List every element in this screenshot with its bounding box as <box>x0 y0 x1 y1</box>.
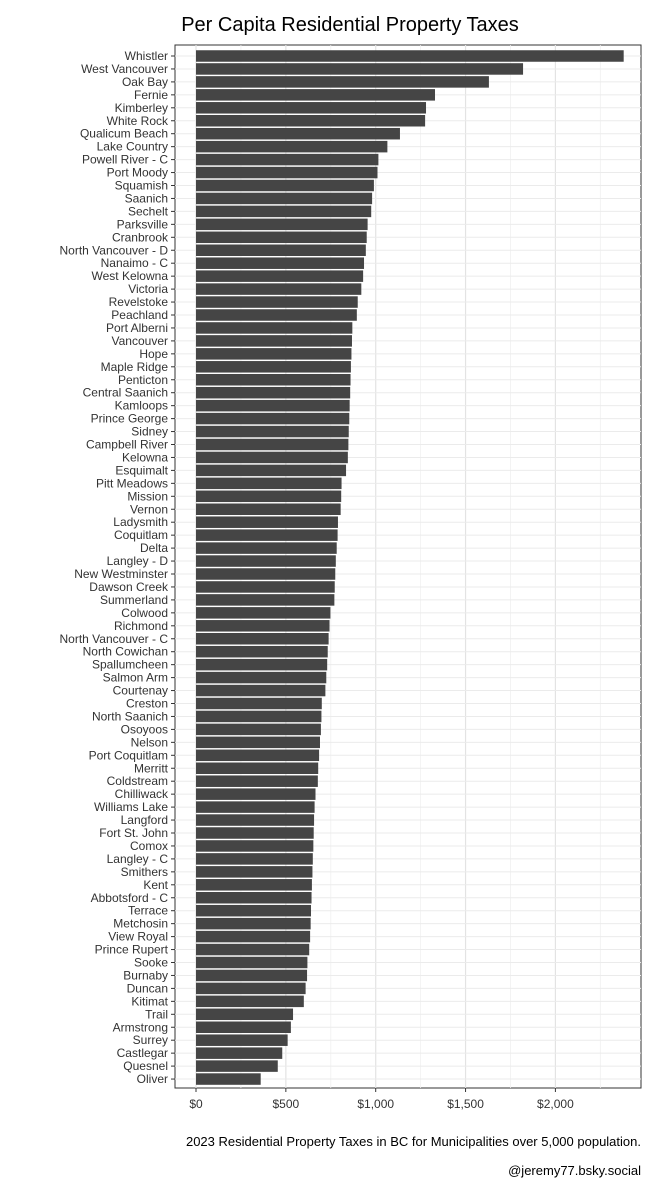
bar-72 <box>196 983 306 995</box>
category-label: Merritt <box>134 761 168 776</box>
bar-30 <box>196 439 348 451</box>
bar-60 <box>196 827 314 839</box>
category-label: Sechelt <box>127 204 168 219</box>
bar-0 <box>196 50 624 62</box>
bar-48 <box>196 672 326 684</box>
category-label: Quesnel <box>123 1059 168 1074</box>
category-label: West Kelowna <box>91 269 168 284</box>
bar-50 <box>196 698 322 710</box>
bar-47 <box>196 659 327 671</box>
category-label: Courtenay <box>112 683 168 698</box>
category-label: Kimberley <box>114 100 168 115</box>
bar-51 <box>196 711 321 723</box>
category-label: Williams Lake <box>93 800 168 815</box>
bar-26 <box>196 387 350 399</box>
bar-46 <box>196 646 328 658</box>
bar-43 <box>196 607 330 619</box>
category-label: Colwood <box>121 605 168 620</box>
bar-5 <box>196 115 425 127</box>
category-label: Surrey <box>132 1033 168 1048</box>
category-label: White Rock <box>106 113 168 128</box>
bar-73 <box>196 996 304 1008</box>
category-label: Oliver <box>136 1072 168 1087</box>
bar-40 <box>196 568 335 580</box>
category-label: Kelowna <box>121 450 168 465</box>
bar-62 <box>196 853 313 865</box>
bar-64 <box>196 879 312 891</box>
category-label: North Cowichan <box>82 644 168 659</box>
bar-33 <box>196 478 342 490</box>
bar-10 <box>196 180 374 192</box>
bar-29 <box>196 426 349 438</box>
category-label: Comox <box>129 838 168 853</box>
category-label: Terrace <box>127 903 168 918</box>
bar-41 <box>196 581 335 593</box>
category-label: Coldstream <box>106 774 168 789</box>
category-label: Parksville <box>116 217 168 232</box>
bar-53 <box>196 737 320 749</box>
category-label: West Vancouver <box>81 61 168 76</box>
category-label: Abbotsford - C <box>90 890 168 905</box>
bar-66 <box>196 905 311 917</box>
category-label: Osoyoos <box>120 722 168 737</box>
category-label: Metchosin <box>113 916 168 931</box>
bar-74 <box>196 1009 293 1021</box>
bar-18 <box>196 283 361 295</box>
category-label: Smithers <box>120 864 168 879</box>
category-label: Summerland <box>99 592 168 607</box>
bar-16 <box>196 257 364 269</box>
bar-58 <box>196 801 315 813</box>
category-label: Dawson Creek <box>89 579 168 594</box>
bar-25 <box>196 374 351 386</box>
bar-67 <box>196 918 311 930</box>
chart-caption: 2023 Residential Property Taxes in BC for Municipalities over 5,000 population. <box>185 1134 641 1149</box>
bar-7 <box>196 141 387 153</box>
category-label: Castlegar <box>116 1046 168 1061</box>
bar-78 <box>196 1060 278 1072</box>
bar-11 <box>196 193 372 205</box>
bar-71 <box>196 970 307 982</box>
category-label: Central Saanich <box>82 385 168 400</box>
category-label: Fort St. John <box>99 826 168 840</box>
category-label: Port Coquitlam <box>88 748 168 763</box>
bar-45 <box>196 633 329 645</box>
category-label: Sooke <box>133 955 168 970</box>
category-label: Creston <box>125 696 168 711</box>
chart-credit: @jeremy77.bsky.social <box>508 1163 641 1178</box>
bar-34 <box>196 491 341 503</box>
category-label: Oak Bay <box>121 74 168 89</box>
bar-69 <box>196 944 309 956</box>
category-label: Saanich <box>124 191 168 206</box>
bar-63 <box>196 866 312 878</box>
category-label: Langford <box>120 813 168 828</box>
bar-31 <box>196 452 348 464</box>
bar-2 <box>196 76 489 88</box>
category-label: Victoria <box>128 282 168 297</box>
category-label: Esquimalt <box>115 463 168 478</box>
bar-59 <box>196 814 314 826</box>
bar-21 <box>196 322 352 334</box>
bar-4 <box>196 102 426 114</box>
category-label: Revelstoke <box>108 295 168 310</box>
category-label: Duncan <box>126 981 168 996</box>
category-label: Richmond <box>113 618 168 633</box>
x-tick-label: $500 <box>272 1097 300 1111</box>
category-label: Lake Country <box>96 139 168 154</box>
category-label: Kamloops <box>114 398 168 413</box>
bar-24 <box>196 361 351 373</box>
category-label: Nanaimo - C <box>100 256 168 271</box>
bar-12 <box>196 206 371 218</box>
bar-14 <box>196 232 367 244</box>
bar-28 <box>196 413 349 425</box>
category-label: Salmon Arm <box>102 670 168 685</box>
x-tick-label: $2,000 <box>537 1097 574 1111</box>
bar-9 <box>196 167 377 179</box>
bar-37 <box>196 529 338 541</box>
bar-36 <box>196 516 338 528</box>
category-label: Trail <box>145 1007 168 1022</box>
category-label: Prince George <box>90 411 168 426</box>
bar-42 <box>196 594 334 606</box>
x-axis <box>189 1088 574 1111</box>
category-label: Nelson <box>130 735 168 750</box>
category-labels <box>60 49 176 1086</box>
category-label: North Vancouver - D <box>59 243 168 258</box>
bar-23 <box>196 348 351 360</box>
category-label: Kent <box>143 877 168 892</box>
category-label: North Saanich <box>91 709 168 724</box>
category-label: Pitt Meadows <box>95 476 168 491</box>
category-label: Spallumcheen <box>91 657 168 672</box>
category-label: Fernie <box>133 87 168 102</box>
category-label: Chilliwack <box>114 787 168 802</box>
category-label: Peachland <box>111 308 168 322</box>
bar-70 <box>196 957 307 969</box>
category-label: Campbell River <box>85 437 168 452</box>
bar-1 <box>196 63 523 74</box>
category-label: Squamish <box>114 178 168 193</box>
bar-32 <box>196 465 346 477</box>
category-label: North Vancouver - C <box>59 631 168 646</box>
category-label: Maple Ridge <box>100 359 168 374</box>
category-label: Langley - C <box>106 851 168 866</box>
bar-54 <box>196 750 319 762</box>
category-label: Vernon <box>129 502 168 517</box>
category-label: Qualicum Beach <box>79 126 168 141</box>
bar-6 <box>196 128 400 140</box>
bar-65 <box>196 892 312 904</box>
bar-77 <box>196 1047 282 1059</box>
bar-39 <box>196 555 336 567</box>
category-label: Cranbrook <box>111 230 168 245</box>
bar-75 <box>196 1022 291 1034</box>
bar-79 <box>196 1073 261 1085</box>
bar-8 <box>196 154 378 166</box>
bar-52 <box>196 724 321 736</box>
bar-55 <box>196 763 318 775</box>
bar-56 <box>196 775 318 787</box>
category-label: Coquitlam <box>113 528 168 543</box>
bar-13 <box>196 219 368 231</box>
category-label: Burnaby <box>123 968 168 983</box>
bar-3 <box>196 89 435 101</box>
category-label: Ladysmith <box>113 515 168 530</box>
category-label: Mission <box>127 489 168 504</box>
bar-20 <box>196 309 357 321</box>
category-label: New Westminster <box>74 567 168 581</box>
bar-27 <box>196 400 350 412</box>
bar-17 <box>196 270 363 282</box>
category-label: Langley - D <box>106 554 168 569</box>
category-label: Armstrong <box>112 1020 168 1035</box>
bar-38 <box>196 542 337 554</box>
bar-22 <box>196 335 352 347</box>
bar-44 <box>196 620 330 632</box>
category-label: View Royal <box>108 929 168 944</box>
x-tick-label: $1,500 <box>447 1097 484 1111</box>
bar-49 <box>196 685 325 697</box>
bar-61 <box>196 840 313 852</box>
chart-title: Per Capita Residential Property Taxes <box>181 14 519 36</box>
category-label: Delta <box>139 541 168 556</box>
category-label: Prince Rupert <box>94 942 168 957</box>
category-label: Vancouver <box>111 333 168 348</box>
category-label: Whistler <box>124 49 168 63</box>
bar-57 <box>196 788 316 800</box>
bar-76 <box>196 1034 288 1046</box>
x-tick-label: $1,000 <box>357 1097 395 1111</box>
category-label: Sidney <box>131 424 168 439</box>
category-label: Hope <box>139 346 168 361</box>
category-label: Powell River - C <box>81 152 168 167</box>
bar-19 <box>196 296 358 308</box>
bar-15 <box>196 245 366 257</box>
category-label: Port Alberni <box>105 320 168 335</box>
x-tick-label: $0 <box>189 1097 203 1111</box>
category-label: Penticton <box>117 372 168 387</box>
bar-35 <box>196 504 341 516</box>
bar-68 <box>196 931 310 943</box>
category-label: Kitimat <box>131 994 168 1009</box>
category-label: Port Moody <box>106 165 168 180</box>
